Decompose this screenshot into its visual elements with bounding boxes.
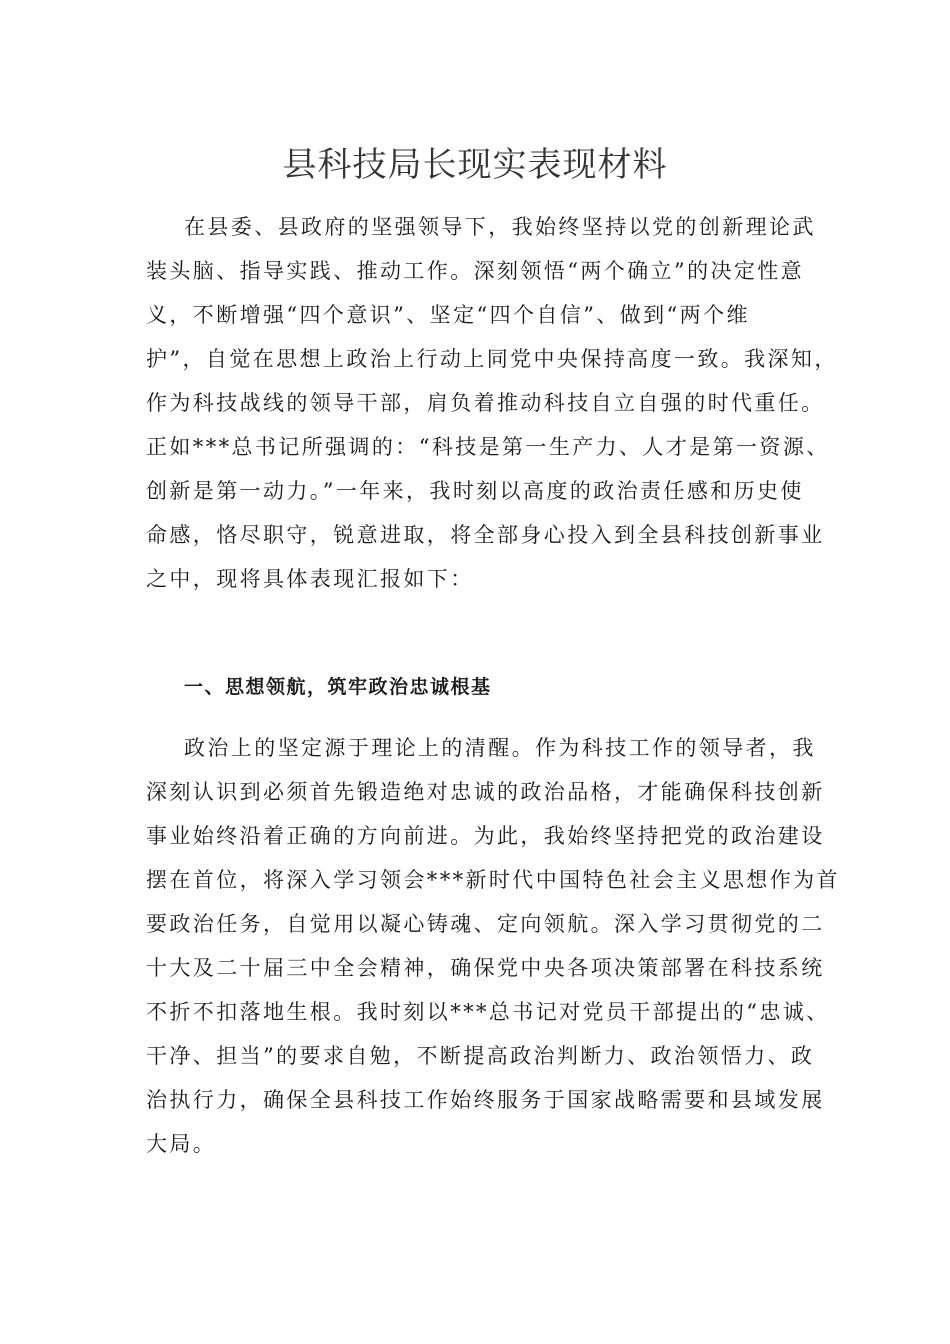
section-1-paragraph xyxy=(146,726,840,1166)
intro-paragraph xyxy=(146,205,838,601)
paragraph-line: 不折不扣落地生根。我时刻以***总书记对党员干部提出的“忠诚、 xyxy=(146,1000,830,1024)
paragraph-line: 命感，恪尽职守，锐意进取，将全部身心投入到全县科技创新事业 xyxy=(146,523,825,547)
paragraph-line: 十大及二十届三中全会精神，确保党中央各项决策部署在科技系统 xyxy=(146,956,825,980)
section-heading: 一、思想领航，筑牢政治忠诚根基 xyxy=(184,676,492,698)
paragraph-line: 大局。 xyxy=(146,1132,217,1156)
section-heading-block xyxy=(146,665,810,709)
paragraph-line: 装头脑、指导实践、推动工作。深刻领悟“两个确立”的决定性意 xyxy=(146,259,805,283)
paragraph-line: 正如***总书记所强调的：“科技是第一生产力、人才是第一资源、 xyxy=(146,435,830,459)
paragraph-line: 在县委、县政府的坚强领导下，我始终坚持以党的创新理论武 xyxy=(184,215,816,239)
paragraph-line: 护”，自觉在思想上政治上行动上同党中央保持高度一致。我深知， xyxy=(146,347,838,371)
paragraph-line: 之中，现将具体表现汇报如下： xyxy=(146,567,474,591)
paragraph-line: 深刻认识到必须首先锻造绝对忠诚的政治品格，才能确保科技创新 xyxy=(146,780,825,804)
document-title: 县科技局长现实表现材料 xyxy=(282,145,668,185)
paragraph-line: 干净、担当”的要求自勉，不断提高政治判断力、政治领悟力、政 xyxy=(146,1044,815,1068)
paragraph-line: 作为科技战线的领导干部，肩负着推动科技自立自强的时代重任。 xyxy=(146,391,825,415)
paragraph-line: 治执行力，确保全县科技工作始终服务于国家战略需要和县域发展 xyxy=(146,1088,825,1112)
paragraph-line: 要政治任务，自觉用以凝心铸魂、定向领航。深入学习贯彻党的二 xyxy=(146,912,825,936)
paragraph-line: 摆在首位，将深入学习领会***新时代中国特色社会主义思想作为首 xyxy=(146,868,840,892)
paragraph-line: 创新是第一动力。”一年来，我时刻以高度的政治责任感和历史使 xyxy=(146,479,804,503)
paragraph-line: 义，不断增强“四个意识”、坚定“四个自信”、做到“两个维 xyxy=(146,303,750,327)
paragraph-line: 事业始终沿着正确的方向前进。为此，我始终坚持把党的政治建设 xyxy=(146,824,825,848)
paragraph-line: 政治上的坚定源于理论上的清醒。作为科技工作的领导者，我 xyxy=(184,736,816,760)
